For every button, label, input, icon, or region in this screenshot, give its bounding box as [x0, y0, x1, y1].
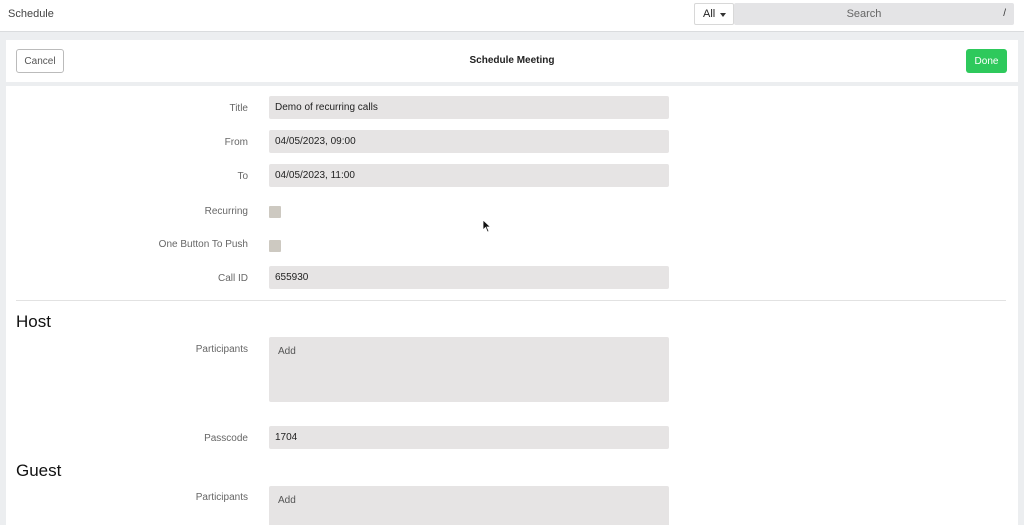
host-passcode-field[interactable]: 1704 — [269, 426, 669, 449]
title-label: Title — [229, 103, 248, 114]
done-button[interactable]: Done — [966, 49, 1007, 73]
host-passcode-label: Passcode — [204, 433, 248, 444]
title-field[interactable]: Demo of recurring calls — [269, 96, 669, 119]
one-button-to-push-label: One Button To Push — [158, 239, 248, 250]
recurring-label: Recurring — [204, 206, 248, 217]
guest-participants-input[interactable]: Add — [269, 486, 669, 525]
call-id-field[interactable]: 655930 — [269, 266, 669, 289]
one-button-to-push-checkbox[interactable] — [269, 240, 281, 252]
chevron-down-icon — [720, 13, 726, 17]
section-divider — [16, 300, 1006, 301]
to-field[interactable]: 04/05/2023, 11:00 — [269, 164, 669, 187]
host-participants-label: Participants — [195, 344, 248, 355]
search-box[interactable] — [734, 3, 1014, 25]
search-input[interactable] — [734, 3, 994, 25]
panel-header — [6, 40, 1018, 82]
call-id-label: Call ID — [217, 273, 248, 284]
mouse-cursor-icon — [482, 219, 492, 233]
search-shortcut-hint: / — [1003, 8, 1006, 19]
from-label: From — [224, 137, 248, 148]
from-field[interactable]: 04/05/2023, 09:00 — [269, 130, 669, 153]
filter-selected-value: All — [703, 8, 716, 20]
guest-heading: Guest — [16, 461, 62, 480]
recurring-checkbox[interactable] — [269, 206, 281, 218]
page-title: Schedule Meeting — [469, 55, 555, 66]
cancel-button[interactable]: Cancel — [16, 49, 64, 73]
guest-participants-label: Participants — [195, 492, 248, 503]
host-heading: Host — [16, 312, 51, 331]
host-participants-input[interactable]: Add — [269, 337, 669, 402]
app-title: Schedule — [8, 8, 54, 20]
top-bar — [0, 0, 1024, 32]
to-label: To — [237, 171, 248, 182]
filter-dropdown[interactable] — [694, 3, 734, 25]
meeting-form — [6, 86, 1018, 525]
